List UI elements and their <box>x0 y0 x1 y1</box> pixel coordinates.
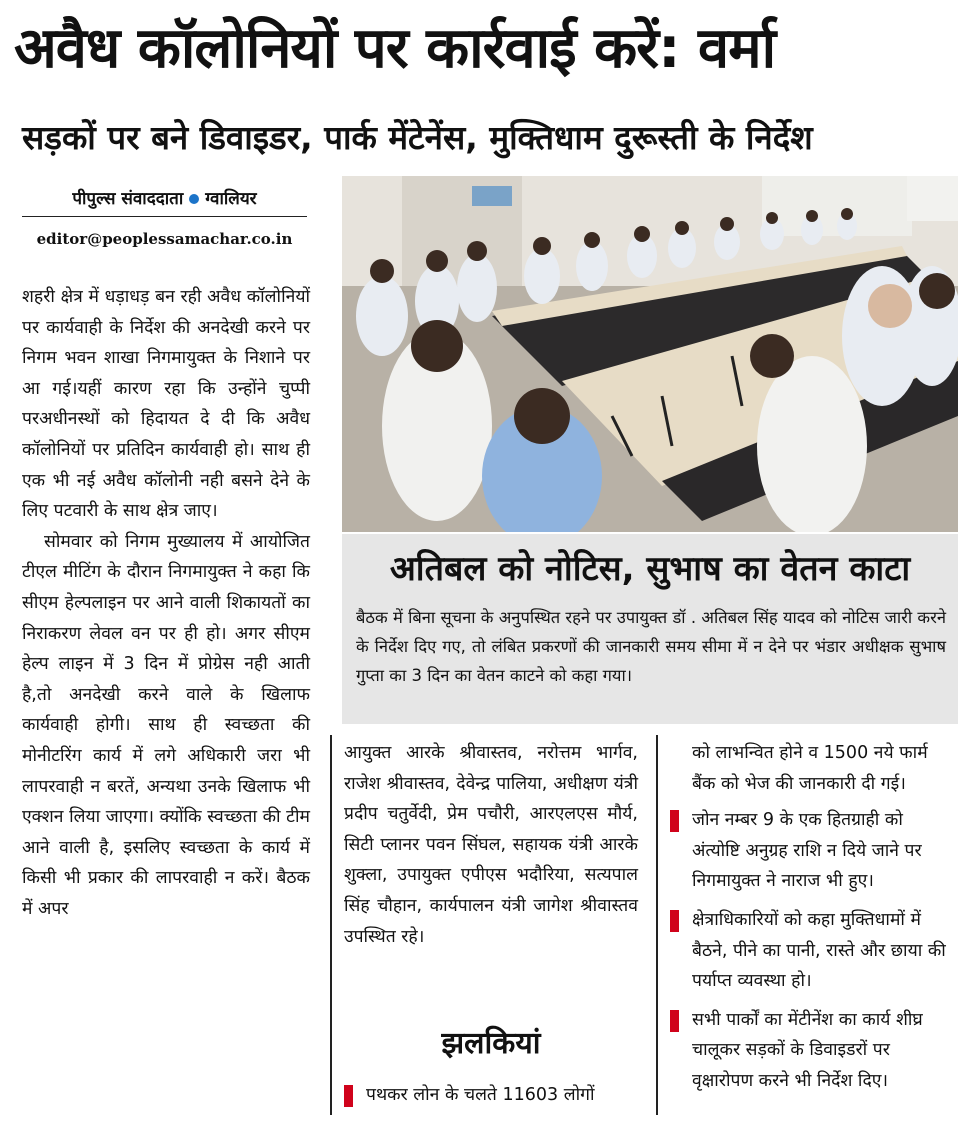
red-bar-icon <box>670 910 679 932</box>
byline <box>22 182 307 217</box>
paragraph-2: सोमवार को निगम मुख्यालय में आयोजित टीएल मीटिंग के दौरान निगमायुक्त ने कहा कि सीएम हेल्पलाइन पर आने वाली शिकायतों का निराकरण लेवल वन पर ही हो। अगर सीएम हेल्प लाइन में 3 दिन में प्रोग्रेस नही आती है,तो अनदेखी करने वाले के खिलाफ कार्यवाही होगी। साथ ही स्वच्छता की मोनीटरिंग कार्य में लगे अधिकारी जरा भी लापरवाही न बरतें, अन्यथा उनके खिलाफ भी एक्शन लिया जाएगा। क्योंकि स्वच्छता की टीम आने वाली है, इसलिए स्वच्छता के कार्य में किसी भी प्रकार की लापरवाही न करें। बैठक में अपर <box>22 531 310 919</box>
section-title-jhalkiyan: झलकियां <box>441 1026 541 1061</box>
subheadline: सड़कों पर बने डिवाइडर, पार्क मेंटेनेंस, मुक्तिधाम दुरूस्ती के निर्देश <box>22 118 813 157</box>
article-column-2 <box>344 738 638 952</box>
highlight-text: सभी पार्कों का मेंटीनेंश का कार्य शीघ्र चालूकर सड़कों के डिवाइडरों पर वृक्षारोपण करने भी निर्देश दिए। <box>692 1009 923 1091</box>
highlight-text: पथकर लोन के चलते 11603 लोगों <box>366 1085 595 1105</box>
continuation-text: को लाभन्वित होने व 1500 नये फार्म बैंक को भेज की जानकारी दी गई। <box>692 743 928 794</box>
highlight-item <box>670 905 956 997</box>
highlight-item <box>344 1080 638 1111</box>
column-divider <box>330 735 332 1115</box>
attendees-paragraph: आयुक्त आरके श्रीवास्तव, नरोत्तम भार्गव, राजेश श्रीवास्तव, देवेन्द्र पालिया, अधीक्षण यंत्री प्रदीप चतुर्वेदी, प्रेम पचौरी, आरएलएस मौर्य, सिटी प्लानर पवन सिंघल, सहायक यंत्री आरके शुक्ला, उपायुक्त एपीएस भदौरिया, सत्यपाल सिंह चौहान, कार्यपालन यंत्री जागेश श्रीवास्तव उपस्थित रहे। <box>344 743 638 947</box>
article-column-1 <box>22 282 310 924</box>
bullet-dot-icon <box>189 194 199 204</box>
reporter-name: पीपुल्स संवाददाता <box>72 189 184 209</box>
headline: अवैध कॉलोनियों पर कार्रवाई करें: वर्मा <box>14 16 776 81</box>
highlights-list-start <box>344 1080 638 1111</box>
meeting-photo <box>342 176 958 532</box>
email-link[interactable]: editor@peoplessamachar.co.in <box>36 230 293 248</box>
highlight-item <box>670 805 956 897</box>
box-title: अतिबल को नोटिस, सुभाष का वेतन काटा <box>389 549 911 589</box>
red-bar-icon <box>344 1085 353 1107</box>
byline-city: ग्वालियर <box>205 189 257 209</box>
box-text: बैठक में बिना सूचना के अनुपस्थित रहने पर उपायुक्त डॉ . अतिबल सिंह यादव को नोटिस जारी करने के निर्देश दिए गए, तो लंबित प्रकरणों की जानकारी समय सीमा में न देने पर भंडार अधीक्षक सुभाष गुप्ता का 3 दिन का वेतन काटने को कहा गया। <box>356 608 946 685</box>
meeting-photo-image <box>342 176 958 532</box>
column-divider <box>656 735 658 1115</box>
paragraph-1: शहरी क्षेत्र में धड़ाधड़ बन रही अवैध कॉलोनियों पर कार्यवाही के निर्देश की अनदेखी करने पर निगम भवन शाखा निगमायुक्त के निशाने पर आ गई।यहीं कारण रहा कि उन्होंने चुप्पी परअधीनस्थों को हिदायत दे दी कि अवैध कॉलोनियों पर प्रतिदिन कार्यवाही हो। साथ ही एक भी नई अवैध कॉलोनी नही बसने देने के लिए पटवारी के साथ क्षेत्र जाए। <box>22 287 310 522</box>
highlight-item <box>670 1005 956 1097</box>
red-bar-icon <box>670 810 679 832</box>
highlight-text: जोन नम्बर 9 के एक हितग्राही को अंत्योष्टि अनुग्रह राशि न दिये जाने पर निगमायुक्त ने नाराज भी हुए। <box>692 810 922 892</box>
article-column-3 <box>670 738 956 1097</box>
red-bar-icon <box>670 1010 679 1032</box>
highlight-text: क्षेत्राधिकारियों को कहा मुक्तिधामों में बैठने, पीने का पानी, रास्ते और छाया की पर्याप्त व्यवस्था हो। <box>692 909 946 992</box>
